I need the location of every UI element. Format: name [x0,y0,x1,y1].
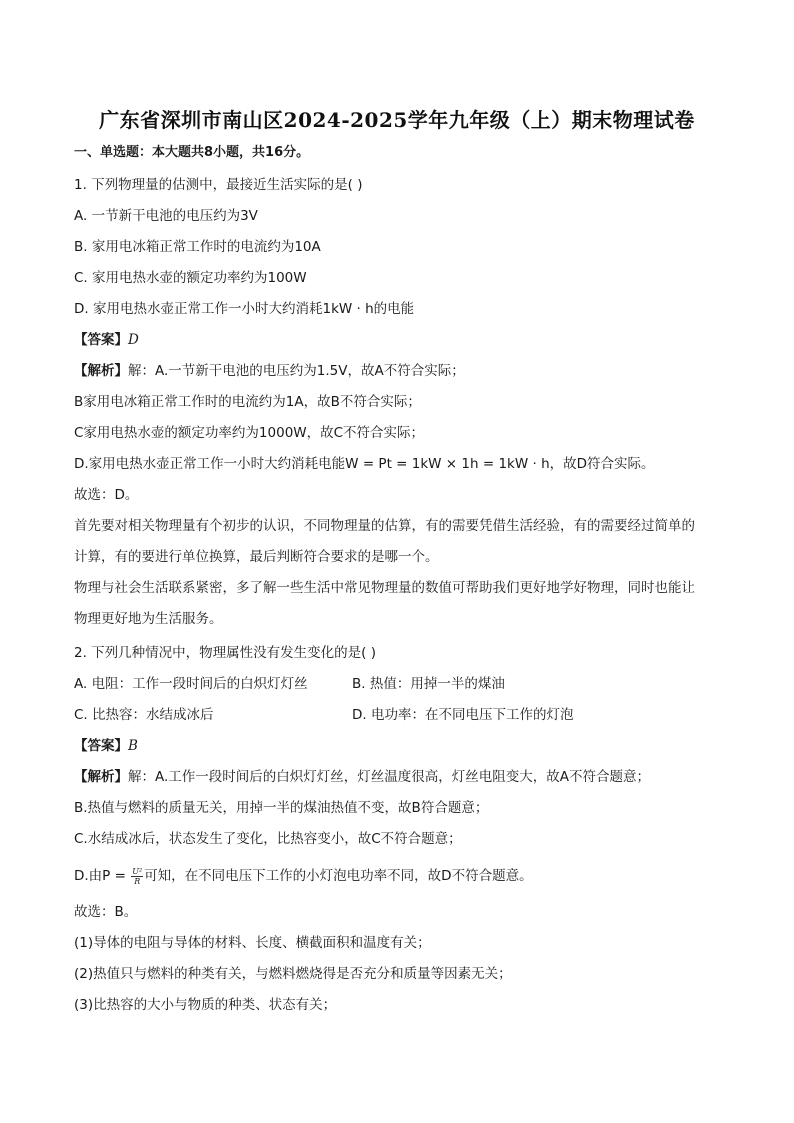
fraction-denominator: R [134,876,141,886]
q1-comment-line: 物理更好地为生活服务。 [74,611,223,627]
analysis-text: 解：A.工作一段时间后的白炽灯灯丝，灯丝温度很高，灯丝电阻变大，故A不符合题意； [128,769,651,785]
answer-value: D [128,332,139,348]
fraction [131,867,143,886]
q1-analysis-line: C家用电热水壶的额定功率约为1000W，故C不符合实际； [74,425,425,441]
q1-analysis-line: D.家用电热水壶正常工作一小时大约消耗电能W = Pt = 1kW × 1h = 1kW · h，故D符合实际。 [74,456,655,472]
page-title: 广东省深圳市南山区2024-2025学年九年级（上）期末物理试卷 [99,108,695,132]
analysis-text: 解：A.一节新干电池的电压约为1.5V，故A不符合实际； [128,363,465,379]
q2-analysis-line: B.热值与燃料的质量无关，用掉一半的煤油热值不变，故B符合题意； [74,800,489,816]
q2-option-b: B. 热值：用掉一半的煤油 [352,676,505,692]
q1-conclusion: 故选：D。 [74,487,139,503]
fraction-numerator: U² [132,866,143,876]
q1-analysis-line [74,361,465,381]
analysis-tag: 【解析】 [74,769,128,785]
q1-option-a: A. 一节新干电池的电压约为3V [74,208,258,224]
q1-comment-line: 计算，有的要进行单位换算，最后判断符合要求的是哪一个。 [74,549,439,565]
q1-option-b: B. 家用电冰箱正常工作时的电流约为10A [74,239,321,255]
analysis-tag: 【解析】 [74,363,128,379]
formula-suffix: 可知，在不同电压下工作的小灯泡电功率不同，故D不符合题意。 [144,868,533,884]
question-2-stem: 2. 下列几种情况中，物理属性没有发生变化的是( ) [74,645,376,661]
q2-option-c: C. 比热容：水结成冰后 [74,707,214,723]
q2-analysis-line: C.水结成冰后，状态发生了变化，比热容变小，故C不符合题意； [74,831,462,847]
q2-conclusion: 故选：B。 [74,904,138,920]
q1-option-c: C. 家用电热水壶的额定功率约为100W [74,270,307,286]
q1-option-d: D. 家用电热水壶正常工作一小时大约消耗1kW · h的电能 [74,301,415,317]
q1-analysis-line: B家用电冰箱正常工作时的电流约为1A，故B不符合实际； [74,394,421,410]
q1-answer [74,330,139,350]
formula-prefix: D.由P = [74,868,131,884]
q1-comment-line: 首先要对相关物理量有个初步的认识，不同物理量的估算，有的需要凭借生活经验，有的需要经过简单的 [74,518,695,534]
q2-note-line: (3)比热容的大小与物质的种类、状态有关； [74,997,337,1013]
section-heading: 一、单选题：本大题共8小题，共16分。 [74,145,310,160]
answer-value: B [128,738,138,754]
q2-option-a: A. 电阻：工作一段时间后的白炽灯灯丝 [74,676,308,692]
q2-answer [74,736,138,756]
question-1-stem: 1. 下列物理量的估测中，最接近生活实际的是( ) [74,177,363,193]
q2-note-line: (1)导体的电阻与导体的材料、长度、横截面积和温度有关； [74,935,431,951]
q2-option-d: D. 电功率：在不同电压下工作的灯泡 [352,707,574,723]
q2-analysis-line [74,767,650,787]
q2-analysis-line-formula [74,866,533,886]
q2-note-line: (2)热值只与燃料的种类有关，与燃料燃烧得是否充分和质量等因素无关； [74,966,512,982]
answer-tag: 【答案】 [74,738,128,754]
q1-comment-line: 物理与社会生活联系紧密，多了解一些生活中常见物理量的数值可帮助我们更好地学好物理，同时也能让 [74,580,695,596]
answer-tag: 【答案】 [74,332,128,348]
